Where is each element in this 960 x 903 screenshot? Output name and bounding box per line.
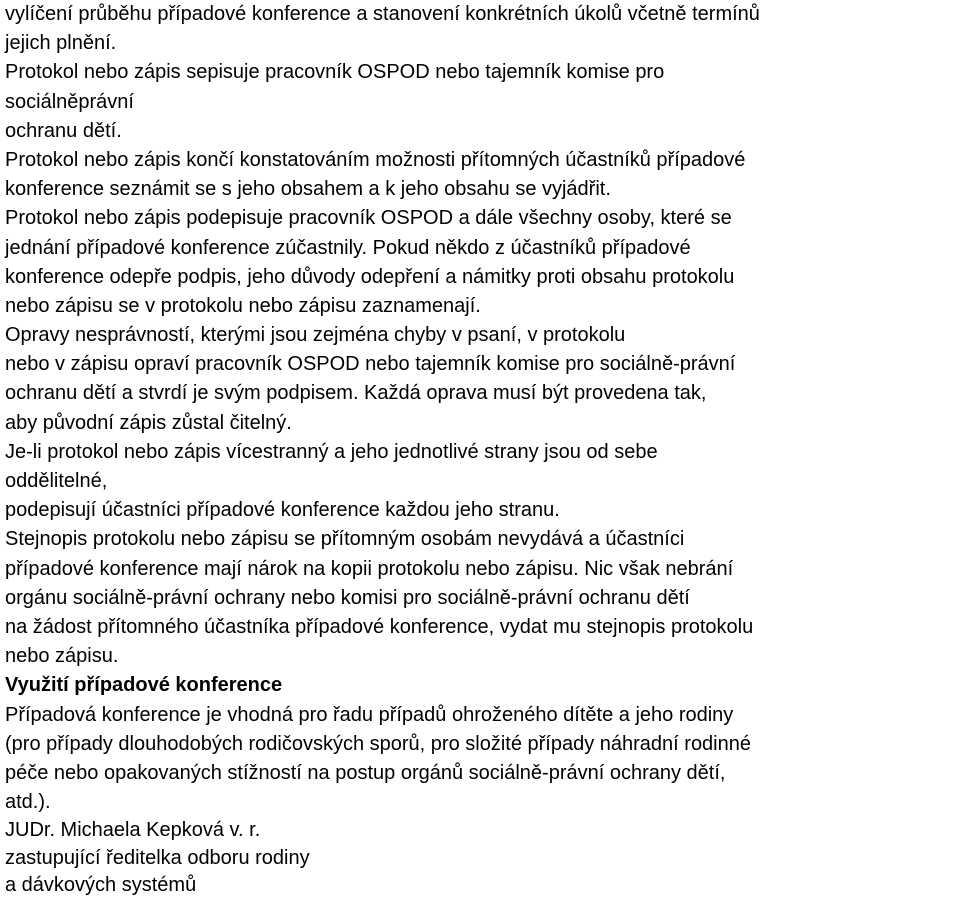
text-line: nebo v zápisu opraví pracovník OSPOD nebo tajemník komise pro sociálně-právní: [5, 353, 736, 376]
text-line: jejich plnění.: [5, 32, 117, 55]
text-line: na žádost přítomného účastníka případové konference, vydat mu stejnopis protokolu: [5, 615, 754, 638]
text-line: konference odepře podpis, jeho důvody odepření a námitky proti obsahu protokolu: [5, 265, 735, 288]
text-line: případové konference mají nárok na kopii protokolu nebo zápisu. Nic však nebrání: [5, 557, 734, 580]
text-line: aby původní zápis zůstal čitelný.: [5, 411, 292, 434]
text-line: atd.).: [5, 791, 51, 814]
text-line: jednání případové konference zúčastnily. Pokud někdo z účastníků případové: [5, 236, 691, 259]
text-line: ochranu dětí a stvrdí je svým podpisem. Každá oprava musí být provedena tak,: [5, 382, 707, 405]
text-line: ochranu dětí.: [5, 119, 122, 142]
text-line: Je-li protokol nebo zápis vícestranný a jeho jednotlivé strany jsou od sebe: [5, 440, 658, 463]
document-body: [5, 0, 960, 671]
signature-name: JUDr. Michaela Kepková v. r.: [5, 819, 261, 842]
text-line: nebo zápisu se v protokolu nebo zápisu zaznamenají.: [5, 294, 481, 317]
text-line: Stejnopis protokolu nebo zápisu se přítomným osobám nevydává a účastníci: [5, 528, 685, 551]
signature-role-line-2: a dávkových systémů: [5, 874, 197, 897]
text-line: Protokol nebo zápis končí konstatováním možnosti přítomných účastníků případové: [5, 148, 746, 171]
text-line: Případová konference je vhodná pro řadu případů ohroženého dítěte a jeho rodiny: [5, 703, 734, 726]
text-line: nebo zápisu.: [5, 645, 119, 668]
text-line: sociálněprávní: [5, 90, 134, 113]
text-line: orgánu sociálně-právní ochrany nebo komisi pro sociálně-právní ochranu dětí: [5, 586, 690, 609]
text-line: vylíčení průběhu případové konference a stanovení konkrétních úkolů včetně termínů: [5, 3, 760, 25]
section-body: [5, 701, 960, 818]
text-line: (pro případy dlouhodobých rodičovských sporů, pro složité případy náhradní rodinné: [5, 732, 751, 755]
text-line: oddělitelné,: [5, 470, 108, 492]
text-line: péče nebo opakovaných stížností na postup orgánů sociálně-právní ochrany dětí,: [5, 761, 726, 784]
text-line: podepisují účastníci případové konference každou jeho stranu.: [5, 499, 560, 522]
text-line: konference seznámit se s jeho obsahem a k jeho obsahu se vyjádřit.: [5, 178, 611, 201]
signature-role-line-1: zastupující ředitelka odboru rodiny: [5, 846, 310, 869]
section-heading: Využití případové konference: [5, 674, 283, 697]
text-line: Opravy nesprávností, kterými jsou zejména chyby v psaní, v protokolu: [5, 324, 626, 347]
text-line: Protokol nebo zápis podepisuje pracovník OSPOD a dále všechny osoby, které se: [5, 207, 732, 230]
text-line: Protokol nebo zápis sepisuje pracovník OSPOD nebo tajemník komise pro: [5, 61, 665, 84]
